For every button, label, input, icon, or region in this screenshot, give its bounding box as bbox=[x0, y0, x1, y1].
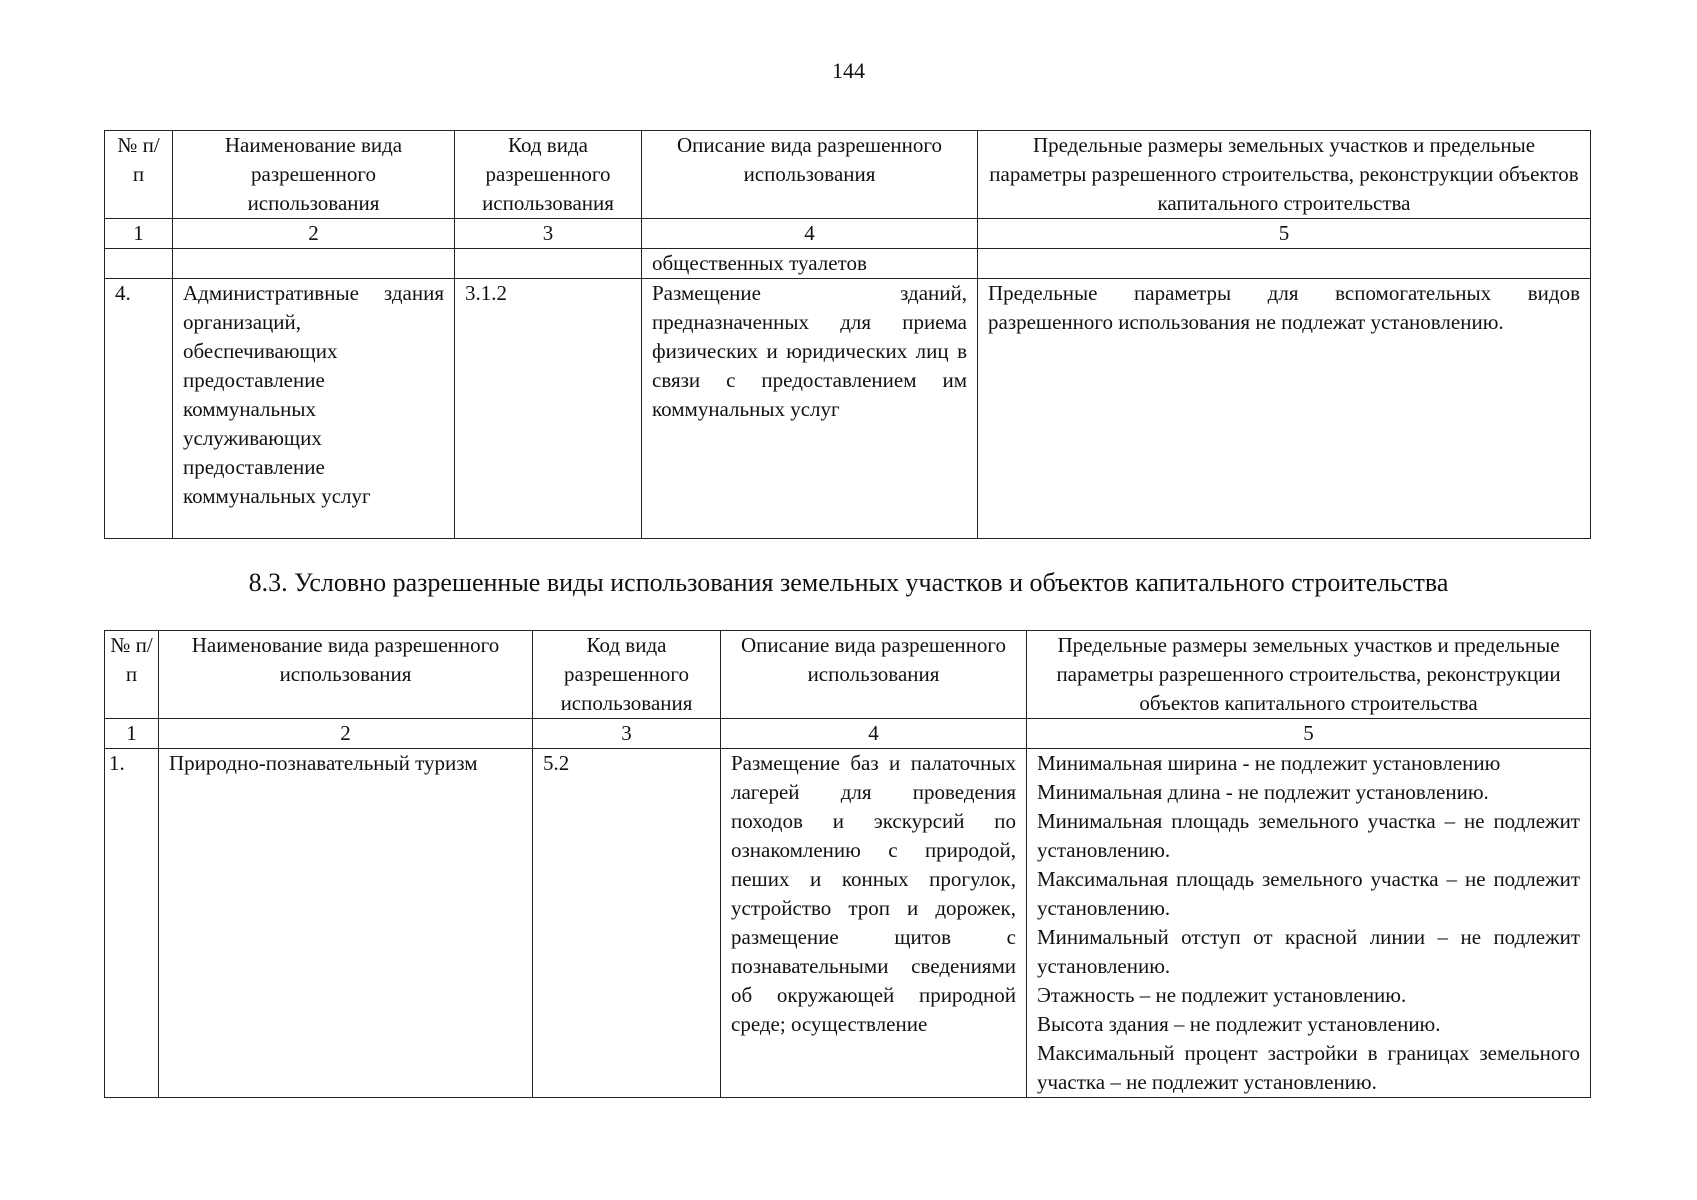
table-row bbox=[105, 279, 1591, 539]
empty-cell bbox=[455, 249, 642, 279]
section-title: 8.3. Условно разрешенные виды использования земельных участков и объектов капитального строительства bbox=[248, 568, 1449, 597]
page-number: 144 bbox=[832, 58, 865, 83]
empty-cell bbox=[105, 249, 173, 279]
col-number: 5 bbox=[1027, 719, 1591, 749]
header-code: Код вида разрешенного использования bbox=[455, 131, 642, 219]
header-parameters: Предельные размеры земельных участков и предельные параметры разрешенного строительства, реконструкции объектов капитального строительства bbox=[978, 131, 1591, 219]
col-number: 4 bbox=[721, 719, 1027, 749]
header-name: Наименование вида разрешенного использования bbox=[173, 131, 455, 219]
parameter-line: Максимальная площадь земельного участка – не подлежит установлению. bbox=[1037, 867, 1580, 920]
parameter-line: Минимальная ширина - не подлежит установлению bbox=[1037, 751, 1501, 775]
col-number: 3 bbox=[455, 219, 642, 249]
col-number: 3 bbox=[533, 719, 721, 749]
column-number-row bbox=[105, 719, 1591, 749]
col-number: 5 bbox=[978, 219, 1591, 249]
permitted-use-table-continued bbox=[104, 130, 1591, 539]
header-number: № п/п bbox=[105, 131, 173, 219]
table-header-row bbox=[105, 631, 1591, 719]
col-number: 2 bbox=[159, 719, 533, 749]
header-number: № п/ п bbox=[105, 631, 159, 719]
parameter-line: Этажность – не подлежит установлению. bbox=[1037, 983, 1407, 1007]
col-number: 1 bbox=[105, 219, 173, 249]
row-number: 1. bbox=[105, 749, 159, 1098]
use-name-cell: Административные здания организаций, обеспечивающих предоставление коммунальных услуживающих предоставление коммунальных услуг bbox=[173, 279, 455, 539]
header-description: Описание вида разрешенного использования bbox=[721, 631, 1027, 719]
description-cell: Размещение баз и палаточных лагерей для проведения походов и экскурсий по ознакомлению с природой, пеших и конных прогулок, устройство троп и дорожек, размещение щитов с познавательными сведениями об окружающей природной среде; осуществление bbox=[721, 749, 1027, 1098]
col-number: 2 bbox=[173, 219, 455, 249]
col-number: 1 bbox=[105, 719, 159, 749]
use-name-cell: Природно-познавательный туризм bbox=[159, 749, 533, 1098]
column-number-row bbox=[105, 219, 1591, 249]
conditional-use-table bbox=[104, 630, 1591, 1098]
use-code-cell: 3.1.2 bbox=[455, 279, 642, 539]
header-name: Наименование вида разрешенного использования bbox=[159, 631, 533, 719]
description-cell: общественных туалетов bbox=[642, 249, 978, 279]
empty-cell bbox=[173, 249, 455, 279]
table-row bbox=[105, 249, 1591, 279]
header-parameters: Предельные размеры земельных участков и предельные параметры разрешенного строительства, реконструкции объектов капитального строительства bbox=[1027, 631, 1591, 719]
parameter-line: Минимальный отступ от красной линии – не подлежит установлению. bbox=[1037, 925, 1580, 978]
parameter-line: Минимальная длина - не подлежит установлению. bbox=[1037, 780, 1489, 804]
description-cell: Размещение зданий, предназначенных для приема физических и юридических лиц в связи с предоставлением им коммунальных услуг bbox=[642, 279, 978, 539]
parameters-cell: Предельные параметры для вспомогательных видов разрешенного использования не подлежат установлению. bbox=[978, 279, 1591, 539]
header-description: Описание вида разрешенного использования bbox=[642, 131, 978, 219]
parameter-line: Высота здания – не подлежит установлению. bbox=[1037, 1012, 1441, 1036]
use-code-cell: 5.2 bbox=[533, 749, 721, 1098]
empty-cell bbox=[978, 249, 1591, 279]
table-row bbox=[105, 749, 1591, 1098]
header-code: Код вида разрешенного использования bbox=[533, 631, 721, 719]
col-number: 4 bbox=[642, 219, 978, 249]
row-number: 4. bbox=[105, 279, 173, 539]
parameter-line: Максимальный процент застройки в границах земельного участка – не подлежит установлению. bbox=[1037, 1041, 1580, 1094]
parameter-line: Минимальная площадь земельного участка – не подлежит установлению. bbox=[1037, 809, 1580, 862]
parameters-cell bbox=[1027, 749, 1591, 1098]
table-header-row bbox=[105, 131, 1591, 219]
